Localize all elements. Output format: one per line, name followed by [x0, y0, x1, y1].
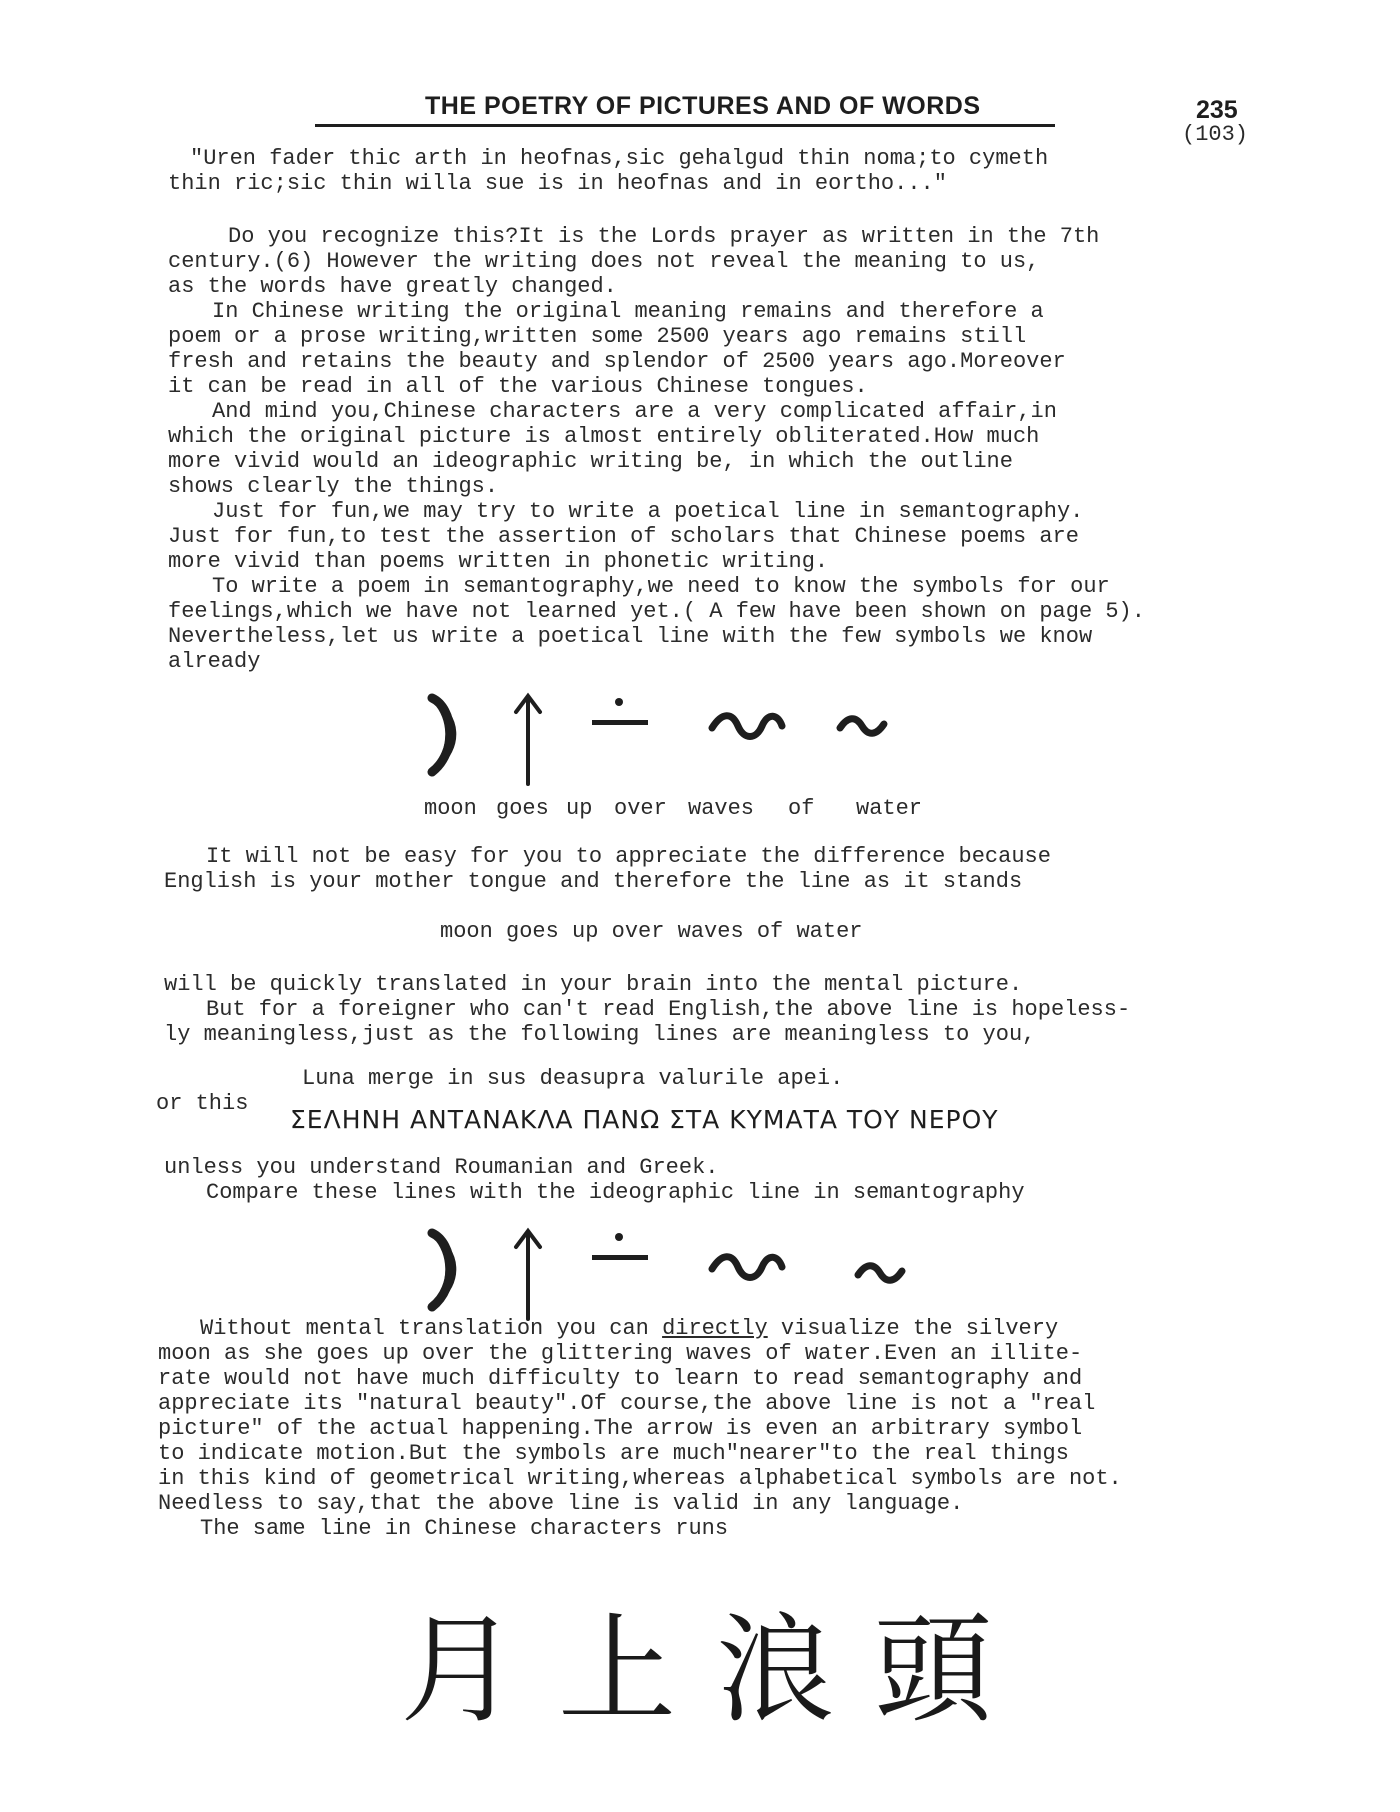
- text-line: But for a foreigner who can't read English,the above line is hopeless-: [206, 997, 1131, 1022]
- text-line: And mind you,Chinese characters are a very complicated affair,in: [212, 399, 1057, 424]
- emphasis-directly: directly: [662, 1316, 768, 1341]
- up-arrow-symbol: [516, 1231, 540, 1319]
- water-symbol: [840, 719, 884, 734]
- text-line: English is your mother tongue and therefore the line as it stands: [164, 869, 1023, 894]
- text-line: "Uren fader thic arth in heofnas,sic gehalgud thin noma;to cymeth: [190, 146, 1049, 171]
- text-line: Nevertheless,let us write a poetical line with the few symbols we know: [168, 624, 1093, 649]
- symbol-caption-over: over: [614, 796, 667, 821]
- text-line: more vivid than poems written in phonetic writing.: [168, 549, 829, 574]
- text-line: century.(6) However the writing does not reveal the meaning to us,: [168, 249, 1040, 274]
- waves-symbol: [712, 716, 782, 737]
- text-line: will be quickly translated in your brain into the mental picture.: [164, 972, 1023, 997]
- symbol-caption-waves: waves: [688, 796, 755, 821]
- romanian-line: Luna merge in sus deasupra valurile apei.: [302, 1066, 844, 1091]
- symbol-caption-up: up: [566, 796, 593, 821]
- alt-page-number: (103): [1182, 122, 1249, 147]
- text-line: feelings,which we have not learned yet.( A few have been shown on page 5).: [168, 599, 1145, 624]
- semantography-line-1: [420, 680, 960, 790]
- text-line: Just for fun,we may try to write a poetical line in semantography.: [212, 499, 1084, 524]
- header-rule: [315, 124, 1055, 127]
- centered-line: moon goes up over waves of water: [440, 919, 863, 944]
- text-line: moon as she goes up over the glittering waves of water.Even an illite-: [158, 1341, 1083, 1366]
- or-this-label: or this: [156, 1091, 249, 1116]
- text-line: which the original picture is almost entirely obliterated.How much: [168, 424, 1040, 449]
- text-line: fresh and retains the beauty and splendor of 2500 years ago.Moreover: [168, 349, 1066, 374]
- text-line: to indicate motion.But the symbols are much"nearer"to the real things: [158, 1441, 1069, 1466]
- text-line: Needless to say,that the above line is valid in any language.: [158, 1491, 964, 1516]
- semantography-line-2: [420, 1215, 960, 1325]
- text-line: it can be read in all of the various Chinese tongues.: [168, 374, 868, 399]
- text-line: already: [168, 649, 261, 674]
- text-segment: Without mental translation you can: [200, 1316, 663, 1341]
- text-line: appreciate its "natural beauty".Of course,the above line is not a "real: [158, 1391, 1096, 1416]
- text-line: as the words have greatly changed.: [168, 274, 617, 299]
- text-line: ly meaningless,just as the following lines are meaningless to you,: [164, 1022, 1036, 1047]
- symbol-caption-moon: moon: [424, 796, 477, 821]
- over-symbol: [592, 1233, 648, 1260]
- text-line: To write a poem in semantography,we need to know the symbols for our: [212, 574, 1110, 599]
- symbol-caption-of: of: [788, 796, 815, 821]
- page-number: 235: [1196, 96, 1238, 124]
- page-header-title: THE POETRY OF PICTURES AND OF WORDS: [425, 92, 981, 120]
- text-line: poem or a prose writing,written some 2500 years ago remains still: [168, 324, 1027, 349]
- text-line: more vivid would an ideographic writing be, in which the outline: [168, 449, 1013, 474]
- up-arrow-symbol: [516, 696, 540, 784]
- text-line: It will not be easy for you to appreciate the difference because: [206, 844, 1051, 869]
- text-line: The same line in Chinese characters runs: [200, 1516, 729, 1541]
- moon-symbol: [432, 698, 455, 772]
- text-line: picture" of the actual happening.The arrow is even an arbitrary symbol: [158, 1416, 1083, 1441]
- text-line: [200, 1317, 1058, 1341]
- text-line: shows clearly the things.: [168, 474, 499, 499]
- text-line: thin ric;sic thin willa sue is in heofnas and in eortho...": [168, 171, 947, 196]
- text-line: in this kind of geometrical writing,whereas alphabetical symbols are not.: [158, 1466, 1122, 1491]
- text-line: Just for fun,to test the assertion of scholars that Chinese poems are: [168, 524, 1079, 549]
- symbol-caption-goes: goes: [496, 796, 549, 821]
- chinese-characters-line: 月上浪頭: [400, 1601, 1033, 1739]
- text-segment: visualize the silvery: [767, 1316, 1059, 1341]
- text-line: rate would not have much difficulty to learn to read semantography and: [158, 1366, 1083, 1391]
- water-symbol: [858, 1266, 902, 1281]
- greek-line: ΣΕΛΗΝΗ ΑΝΤΑΝΑΚΛΑ ΠΑΝΩ ΣΤΑ ΚΥΜΑΤΑ ΤΟΥ ΝΕΡΟΥ: [290, 1105, 999, 1134]
- text-line: Compare these lines with the ideographic line in semantography: [206, 1180, 1025, 1205]
- moon-symbol: [432, 1233, 455, 1307]
- symbol-caption-water: water: [856, 796, 923, 821]
- text-line: In Chinese writing the original meaning remains and therefore a: [212, 299, 1044, 324]
- text-line: Do you recognize this?It is the Lords prayer as written in the 7th: [228, 224, 1100, 249]
- text-line: unless you understand Roumanian and Greek.: [164, 1155, 719, 1180]
- over-symbol: [592, 698, 648, 725]
- waves-symbol: [712, 1257, 782, 1278]
